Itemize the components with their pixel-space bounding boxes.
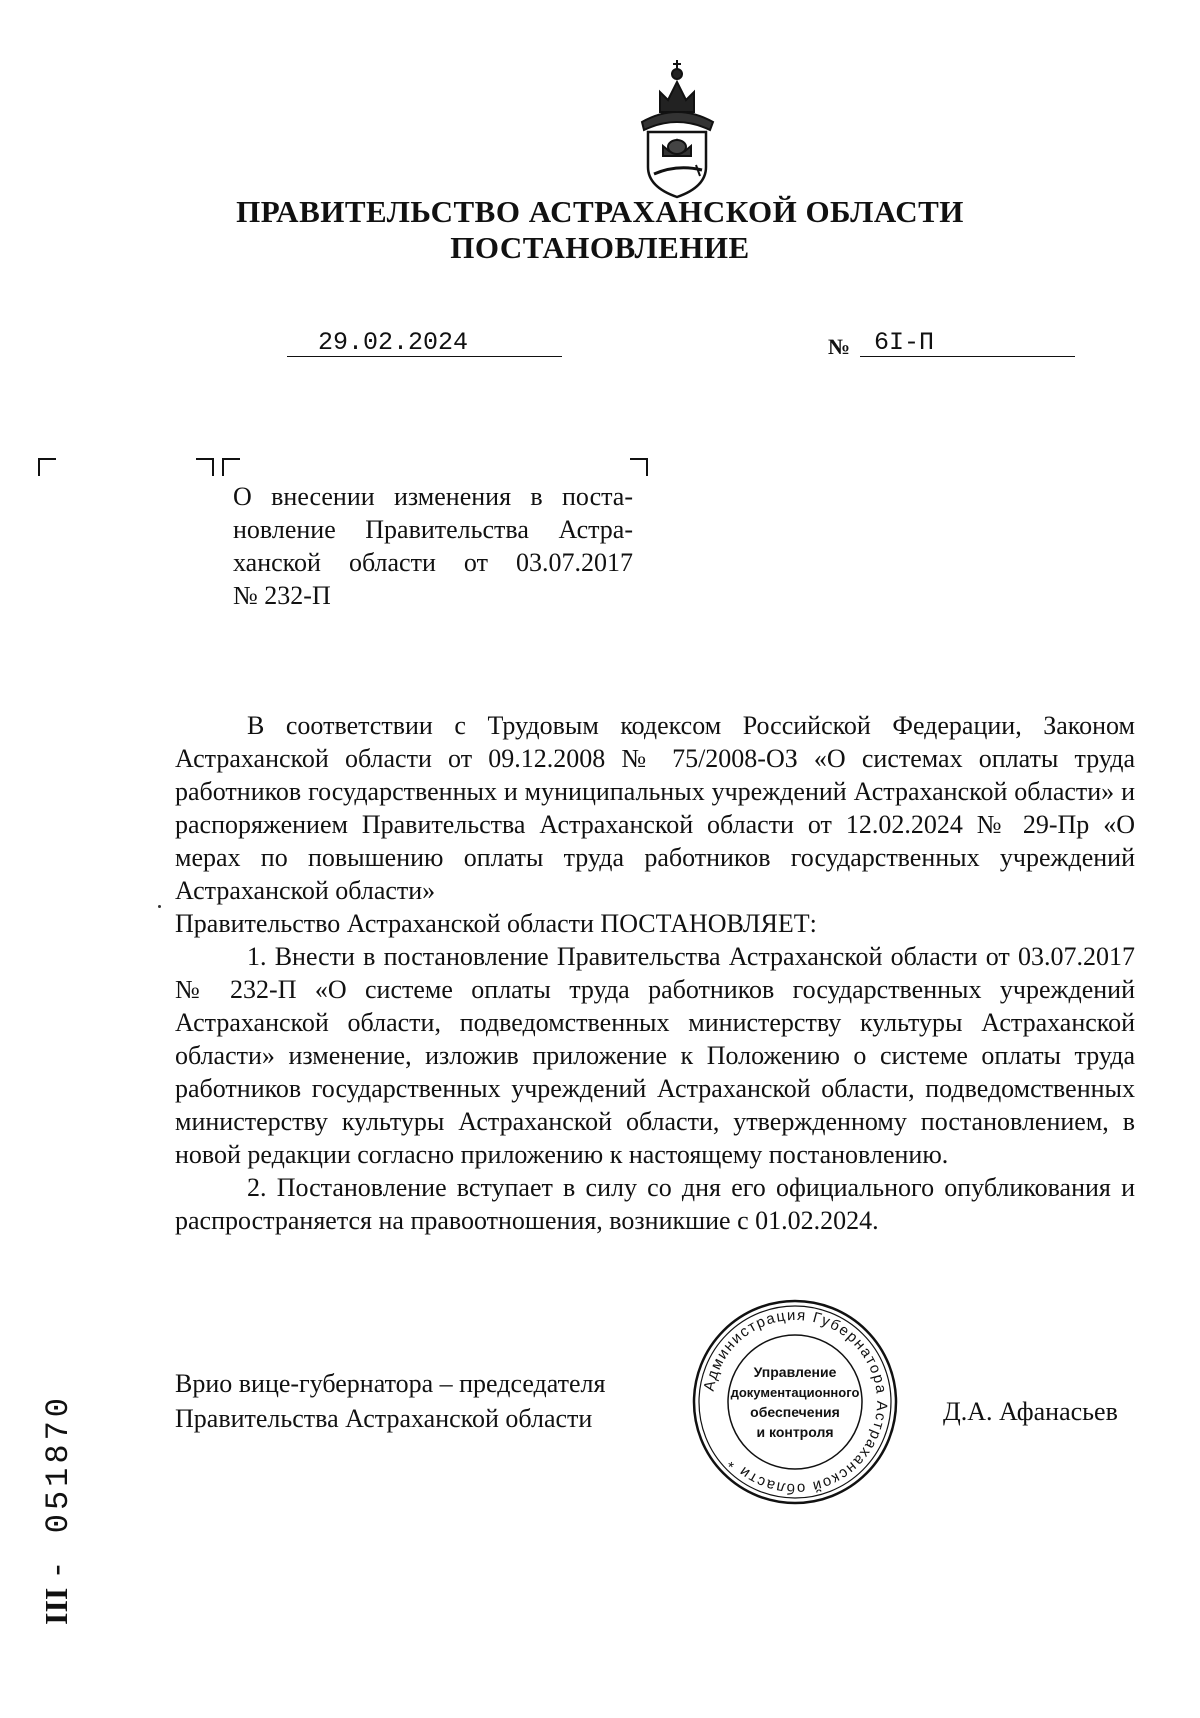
serial-prefix: ІІІ: [38, 1587, 74, 1625]
stamp-center-line: и контроля: [756, 1424, 834, 1440]
stamp-center-line: Управление: [753, 1364, 837, 1380]
position-line-2: Правительства Астраханской области: [175, 1404, 593, 1433]
signatory-name: Д.А. Афанасьев: [943, 1397, 1118, 1426]
stray-mark: [158, 905, 161, 908]
serial-number: ІІІ - 051870: [38, 1394, 77, 1625]
subject-line: № 232-П: [233, 581, 331, 610]
corner-mark-subject-left-a: [196, 458, 214, 476]
subject-line: новление Правительства Астра-: [233, 515, 633, 544]
subject-line: О внесении изменения в поста-: [233, 482, 633, 511]
corner-mark-subject-left-b: [222, 458, 240, 476]
resolves-line: Правительство Астраханской области ПОСТАНОВЛЯЕТ:: [175, 909, 817, 938]
corner-mark-left: [38, 458, 56, 476]
document-subject: [233, 480, 633, 612]
item-2-paragraph: 2. Постановление вступает в силу со дня его официального опубликования и распространяется на правоотношения, возникшие с 01.02.2024.: [175, 1173, 1135, 1235]
position-line-1: Врио вице-губернатора – председателя: [175, 1369, 606, 1398]
number-sign: №: [828, 334, 851, 359]
serial-digits: 051870: [40, 1394, 77, 1534]
organization-title: ПРАВИТЕЛЬСТВО АСТРАХАНСКОЙ ОБЛАСТИ: [236, 194, 964, 229]
subject-line: ханской области от 03.07.2017: [233, 548, 633, 577]
document-number: 6I-П: [874, 328, 935, 357]
document-date: 29.02.2024: [318, 328, 469, 357]
signatory-position: [175, 1366, 605, 1436]
stamp-center-line: обеспечения: [750, 1404, 840, 1420]
item-1-paragraph: 1. Внести в постановление Правительства Астраханской области от 03.07.2017 № 232-П «О системе оплаты труда работников государственных учреждений Астраханской области, подведомственных министерству культуры Астраханской области» изменение, изложив приложение к Положению о системе оплаты труда работников государственных учреждений Астраханской области, подведомственных министерству культуры Астраханской области, утвержденному постановлением, в новой редакции согласно приложению к настоящему постановлению.: [175, 942, 1135, 1169]
corner-mark-subject-right: [630, 458, 648, 476]
preamble-paragraph: В соответствии с Трудовым кодексом Российской Федерации, Законом Астраханской области от 09.12.2008 № 75/2008-ОЗ «О системах оплаты труда работников государственных и муниципальных учреждений Астраханской области» и распоряжением Правительства Астраханской области от 12.02.2024 № 29-Пр «О мерах по повышению оплаты труда работников государственных учреждений Астраханской области»: [175, 711, 1135, 905]
document-body: [175, 709, 1135, 1237]
official-stamp: [690, 1297, 900, 1507]
stamp-center-line: документационного: [730, 1385, 860, 1400]
stamp-ring-text: Администрация Губернатора Астраханской области *: [700, 1306, 891, 1498]
document-type-title: ПОСТАНОВЛЕНИЕ: [450, 230, 750, 265]
coat-of-arms-emblem: [630, 52, 725, 202]
